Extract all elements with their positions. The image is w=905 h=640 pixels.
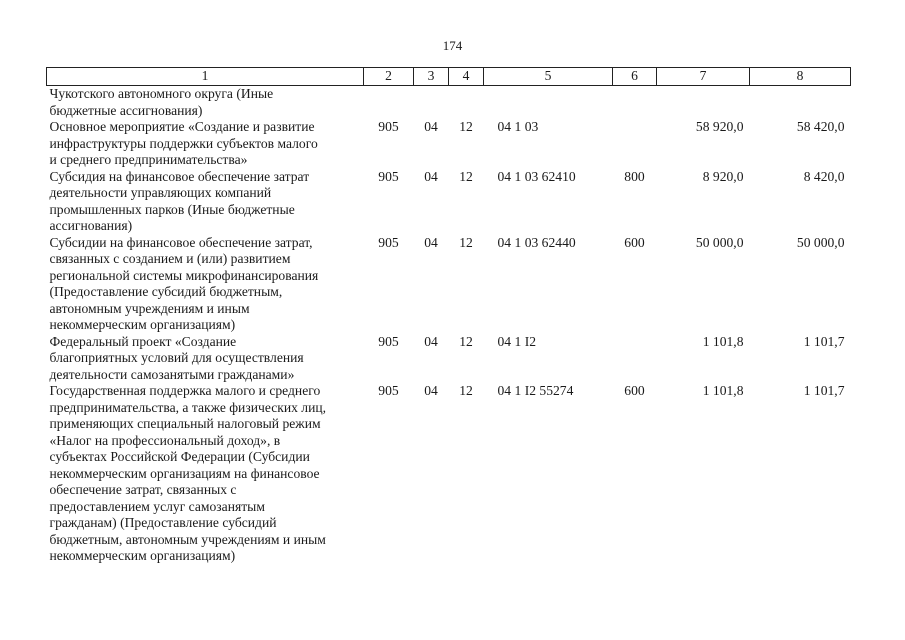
table-row: [47, 383, 851, 565]
row-name: Основное мероприятие «Создание и развитие инфраструктуры поддержки субъектов малого и среднего предпринимательства»: [49, 119, 318, 167]
row-name: Федеральный проект «Создание благоприятных условий для осуществления деятельности самозанятыми гражданами»: [49, 333, 304, 382]
row-section-code: 04: [424, 168, 438, 184]
row-section-code: 04: [424, 119, 438, 134]
header-col-8: 8: [750, 68, 851, 86]
row-grbs-code: 905: [378, 333, 399, 349]
row-section-code: [414, 86, 449, 120]
row-section-code: 04: [424, 333, 438, 349]
header-col-4: 4: [449, 68, 484, 86]
row-amount-1: 1 101,8: [702, 383, 744, 398]
row-section-code: 04: [424, 383, 438, 398]
row-target-article: 04 1 03: [497, 119, 539, 134]
row-subsection-code: 12: [459, 119, 473, 134]
row-subsection-code: 12: [459, 383, 473, 398]
row-target-article: 04 1 I2 55274: [497, 383, 574, 398]
row-name: Субсидия на финансовое обеспечение затрат деятельности управляющих компаний промышленных парков (Иные бюджетные ассигнования): [49, 168, 310, 233]
row-subsection-code: [449, 86, 484, 120]
table-row: [47, 169, 851, 235]
row-name: Чукотского автономного округа (Иные бюджетные ассигнования): [49, 86, 274, 118]
row-subsection-code: 12: [459, 168, 473, 184]
row-grbs-code: [364, 86, 414, 120]
row-expense-type: [613, 86, 657, 120]
row-amount-1: 1 101,8: [702, 333, 744, 349]
row-grbs-code: 905: [378, 119, 399, 134]
table-body: [47, 86, 851, 565]
table-row: [47, 119, 851, 169]
row-grbs-code: 905: [378, 168, 399, 184]
row-grbs-code: 905: [378, 234, 399, 250]
row-subsection-code: 12: [459, 234, 473, 250]
row-grbs-code: 905: [378, 383, 399, 398]
row-expense-type: 600: [624, 383, 645, 398]
row-expense-type: 800: [624, 168, 645, 184]
row-amount-2: 58 420,0: [796, 119, 845, 134]
row-amount-1: 58 920,0: [695, 119, 744, 134]
table-header-row: [47, 68, 851, 86]
row-amount-2: [750, 86, 851, 120]
row-expense-type: [613, 334, 657, 384]
table-row: [47, 86, 851, 120]
row-expense-type: [613, 119, 657, 169]
header-col-7: 7: [657, 68, 750, 86]
budget-table: [46, 67, 851, 565]
row-amount-2: 50 000,0: [796, 234, 845, 250]
header-col-6: 6: [613, 68, 657, 86]
row-amount-2: 1 101,7: [803, 383, 845, 398]
row-target-article: 04 1 03 62440: [497, 234, 576, 250]
page-number: 174: [442, 38, 463, 53]
row-amount-2: 8 420,0: [803, 168, 845, 184]
row-subsection-code: 12: [459, 333, 473, 349]
row-name: Субсидии на финансовое обеспечение затрат, связанных с созданием и (или) развитием региональной системы микрофинансирования (Предоставление субсидий бюджетным, автономным учреждениям и иным некоммерческим организациям): [49, 234, 319, 332]
row-amount-1: 50 000,0: [695, 234, 744, 250]
row-amount-1: [657, 86, 750, 120]
row-target-article: 04 1 I2: [497, 333, 537, 349]
row-expense-type: 600: [624, 234, 645, 250]
row-amount-2: 1 101,7: [803, 333, 845, 349]
header-col-2: 2: [364, 68, 414, 86]
row-name: Государственная поддержка малого и среднего предпринимательства, а также физических лиц, применяющих специальный налоговый режим «Налог на профессиональный доход», в субъектах Российской Федерации (Субсидии некоммерческим организациям на финансовое обеспечение затрат, связанных с предоставлением услуг самозанятым гражданам) (Предоставление субсидий бюджетным, автономным учреждениям и иным некоммерческим организациям): [49, 383, 327, 563]
table-row: [47, 334, 851, 384]
row-target-article: [484, 86, 613, 120]
header-col-3: 3: [414, 68, 449, 86]
header-col-1: 1: [47, 68, 364, 86]
header-col-5: 5: [484, 68, 613, 86]
row-target-article: 04 1 03 62410: [497, 168, 576, 184]
row-amount-1: 8 920,0: [702, 168, 744, 184]
row-section-code: 04: [424, 234, 438, 250]
table-row: [47, 235, 851, 334]
